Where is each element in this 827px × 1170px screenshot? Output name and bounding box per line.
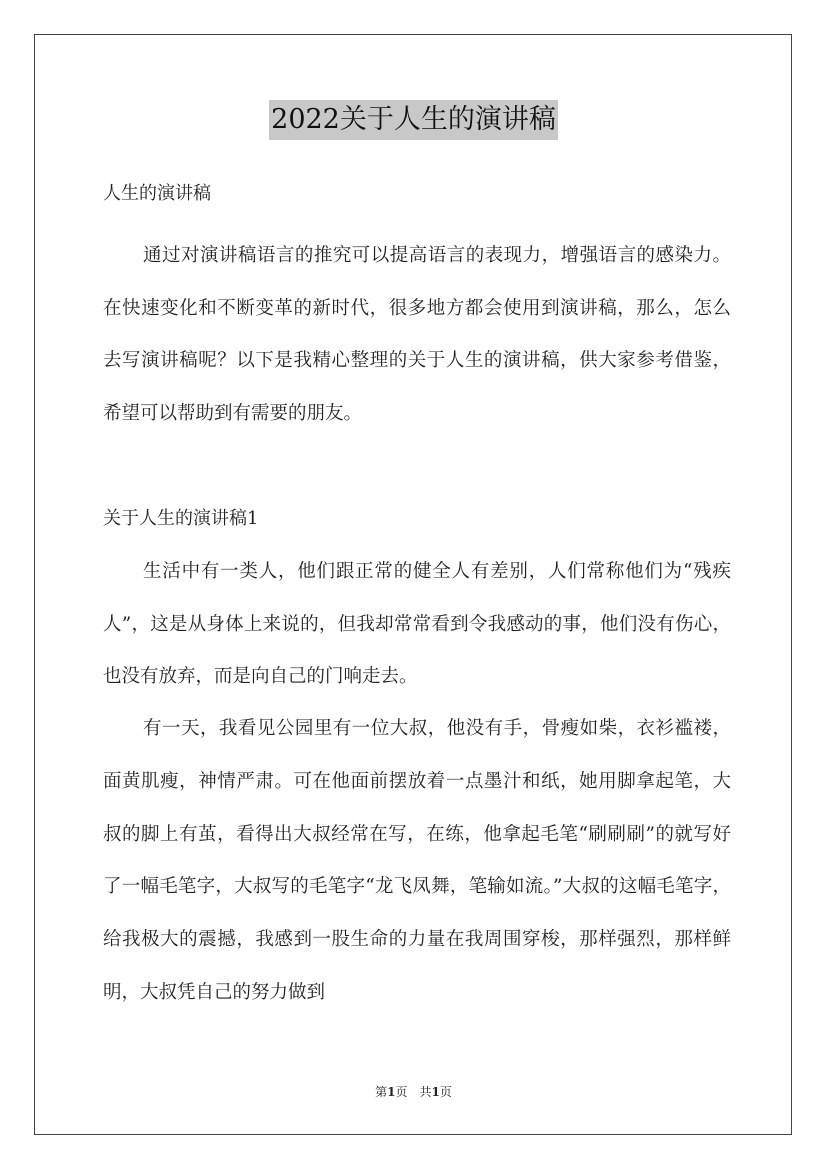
title-container bbox=[0, 100, 827, 140]
intro-paragraph: 通过对演讲稿语言的推究可以提高语言的表现力，增强语言的感染力。在快速变化和不断变革的新时代，很多地方都会使用到演讲稿，那么，怎么去写演讲稿呢？以下是我精心整理的关于人生的演讲稿，供大家参考借鉴，希望可以帮助到有需要的朋友。 bbox=[103, 245, 731, 425]
footer-suffix: 页 bbox=[439, 1085, 452, 1099]
footer-prefix: 第 bbox=[375, 1085, 388, 1099]
footer-mid: 页 共 bbox=[395, 1085, 432, 1099]
body-paragraph: 生活中有一类人，他们跟正常的健全人有差别，人们常称他们为“残疾人”，这是从身体上来说的，但我却常常看到令我感动的事，他们没有伤心，也没有放弃，而是向自己的门响走去。 bbox=[103, 561, 731, 687]
body-paragraph: 有一天，我看见公园里有一位大叔，他没有手，骨瘦如柴，衣衫褴褛，面黄肌瘦，神情严肃。可在他面前摆放着一点墨汁和纸，她用脚拿起笔，大叔的脚上有茧，看得出大叔经常在写，在练，他拿起毛笔“刷刷刷”的就写好了一幅毛笔字，大叔写的毛笔字“龙飞凤舞，笔输如流。”大叔的这幅毛笔字，给我极大的震撼，我感到一股生命的力量在我周围穿梭，那样强烈，那样鲜明，大叔凭自己的努力做到 bbox=[103, 718, 731, 1003]
section-heading: 关于人生的演讲稿1 bbox=[103, 508, 259, 529]
page-number: 1 bbox=[387, 1085, 396, 1099]
page-footer bbox=[0, 1084, 827, 1100]
section-heading: 人生的演讲稿 bbox=[103, 183, 211, 204]
total-pages: 1 bbox=[431, 1085, 440, 1099]
document-title: 2022关于人生的演讲稿 bbox=[269, 100, 558, 140]
